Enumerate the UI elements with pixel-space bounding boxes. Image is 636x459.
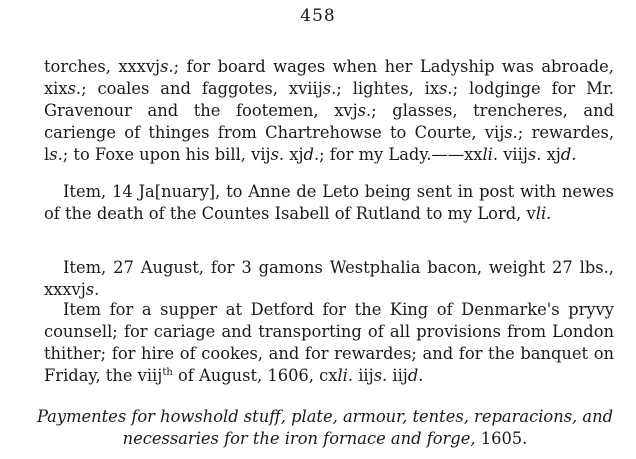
text-run: Item, 27 August, for 3 gamons Westphalia bacon, weight 27 lbs., xxxvj bbox=[44, 258, 614, 299]
text-run: d. bbox=[407, 366, 424, 385]
text-run: d. bbox=[303, 145, 320, 164]
section-heading-text: Paymentes for howshold stuff, plate, armour, tentes, reparacions, and necessaries for the iron fornace and forge, bbox=[36, 407, 614, 448]
text-run: s. bbox=[322, 79, 337, 98]
text-run: s. bbox=[504, 123, 518, 142]
text-run: ; to Foxe upon his bill, vij bbox=[62, 145, 271, 164]
text-run: iij bbox=[387, 366, 408, 385]
text-run: li. bbox=[482, 145, 499, 164]
paragraph-detford-supper bbox=[44, 299, 614, 387]
text-run: s. bbox=[439, 79, 453, 98]
text-run: Item, 14 Ja[nuary], to Anne de Leto being sent in post with newes of the death of the Countes Isabell of Rutland to my Lord, v bbox=[44, 182, 614, 223]
text-run: s. bbox=[67, 79, 82, 98]
text-run: li. bbox=[535, 204, 552, 223]
text-run: s. bbox=[373, 366, 388, 385]
text-run: ; for my Lady.——xx bbox=[319, 145, 483, 164]
text-run: ; lightes, ix bbox=[336, 79, 440, 98]
text-run: ; lodginge for Mr. Gravenour and the footemen, xvj bbox=[44, 79, 614, 120]
paragraph-anne-de-leto bbox=[44, 181, 614, 225]
text-run: ; for board wages when her Ladyship was abroade, xix bbox=[44, 57, 614, 98]
text-run: d. bbox=[560, 145, 577, 164]
text-run: viij bbox=[498, 145, 528, 164]
section-heading-year: 1605. bbox=[480, 429, 528, 448]
text-run: s. bbox=[527, 145, 542, 164]
text-run: ; rewardes, l bbox=[44, 123, 614, 164]
text-run: s. bbox=[270, 145, 285, 164]
text-run: xj bbox=[541, 145, 561, 164]
text-run: Item for a supper at Detford for the King of Denmarke's pryvy counsell; for cariage and transporting of all provisions from London thither; for hire of cookes, and for rewardes; and for the banquet on Friday, the viij bbox=[44, 300, 614, 385]
text-run: th bbox=[162, 367, 173, 378]
text-run: s. bbox=[49, 145, 63, 164]
text-run: torches, xxxvj bbox=[44, 57, 161, 76]
text-run: s. bbox=[160, 57, 174, 76]
text-run: iij bbox=[353, 366, 374, 385]
text-run: s. bbox=[357, 101, 372, 120]
text-run: li. bbox=[337, 366, 354, 385]
text-run: ; coales and faggotes, xviij bbox=[81, 79, 323, 98]
text-run: xj bbox=[284, 145, 304, 164]
paragraph-westphalia-bacon bbox=[44, 257, 614, 301]
section-heading bbox=[30, 406, 620, 450]
text-run: of August, 1606, cx bbox=[172, 366, 338, 385]
text-run: ; glasses, trencheres, and carienge of thinges from Chartrehowse to Courte, vij bbox=[44, 101, 614, 142]
paragraph-household-expenses bbox=[44, 56, 614, 166]
text-run: s. bbox=[85, 280, 100, 299]
page-number: 458 bbox=[300, 6, 336, 26]
